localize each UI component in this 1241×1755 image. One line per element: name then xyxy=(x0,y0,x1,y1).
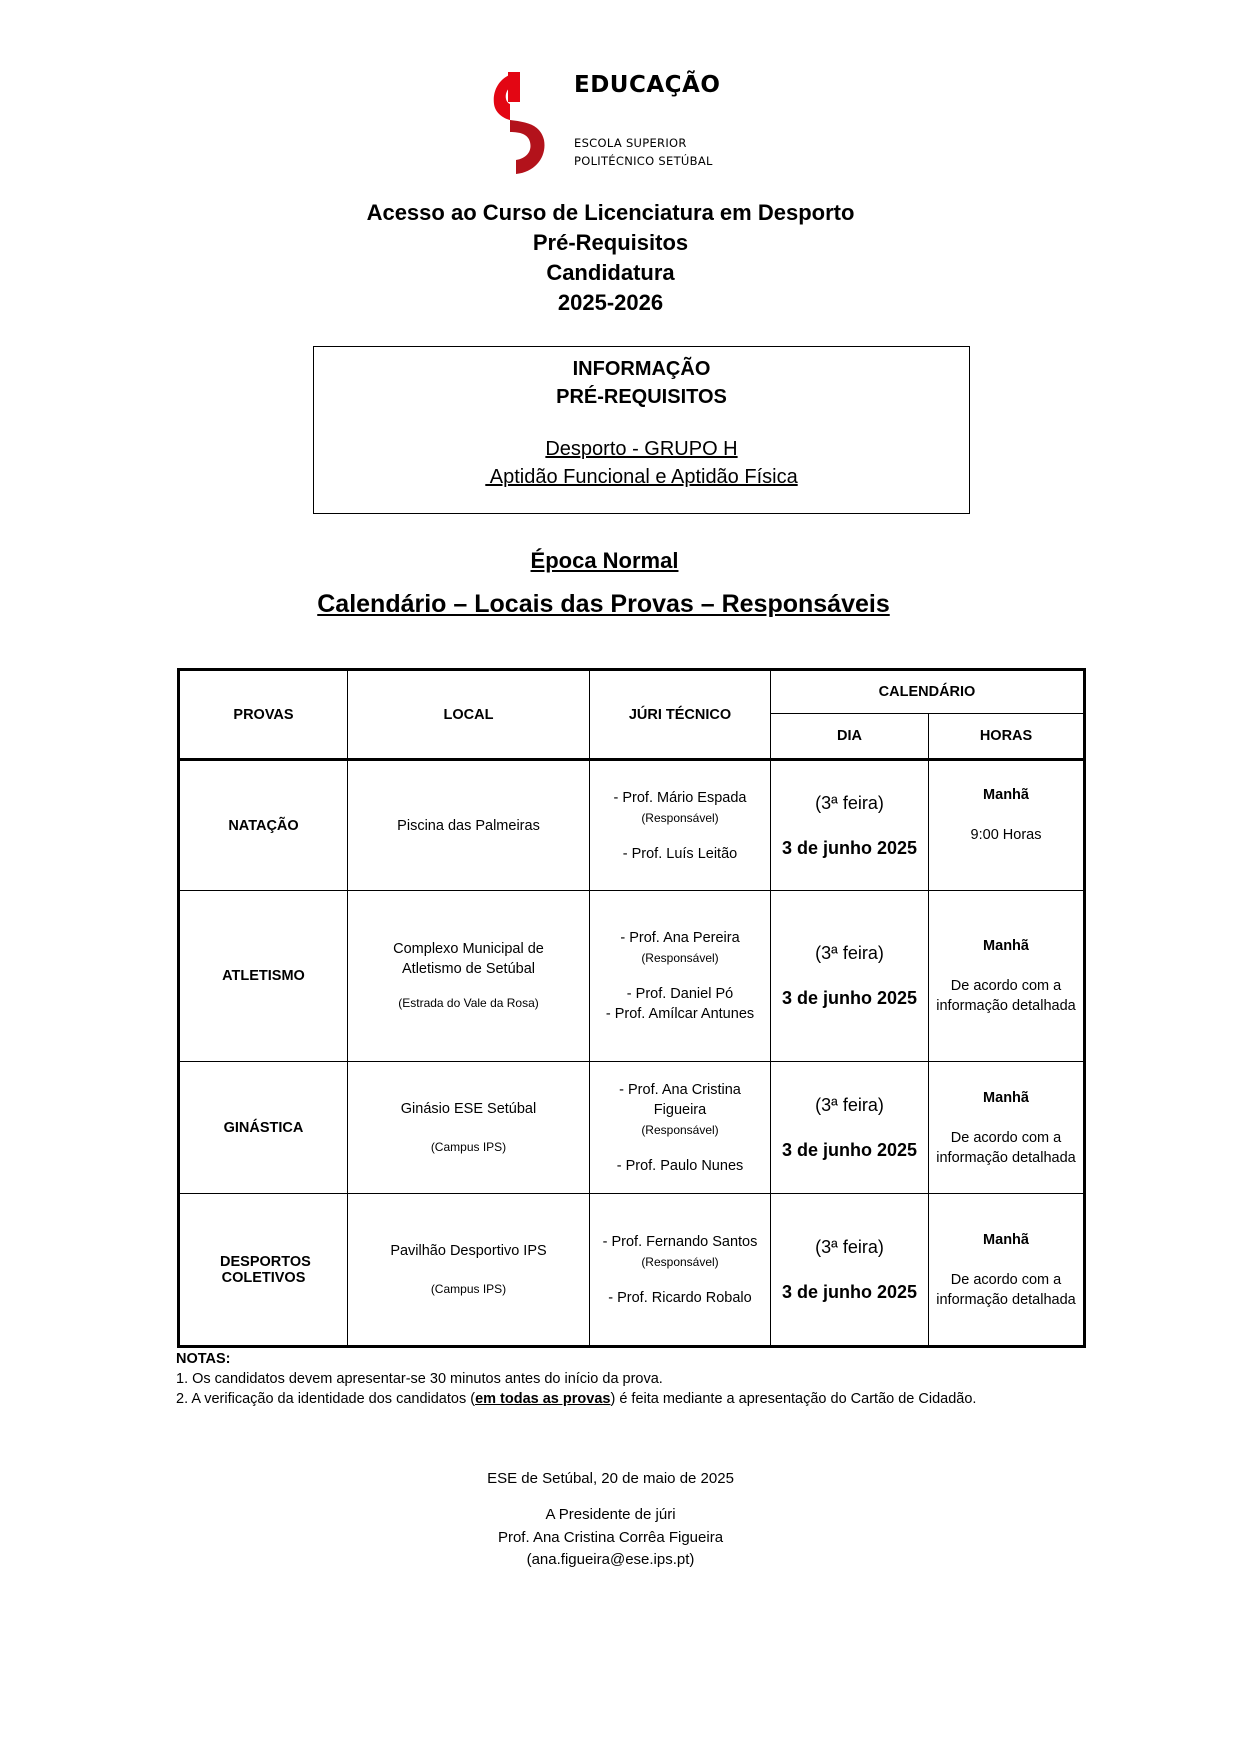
juri-main: - Prof. Ana Pereira xyxy=(620,930,740,946)
horas-cell xyxy=(929,760,1085,891)
institution-logo xyxy=(490,68,740,178)
footer-email: (ana.figueira@ese.ips.pt) xyxy=(526,1551,695,1568)
juri-cell xyxy=(590,1062,771,1194)
horas-text: 9:00 Horas xyxy=(970,827,1042,843)
info-title-2: PRÉ-REQUISITOS xyxy=(556,386,727,408)
footer-name: Prof. Ana Cristina Corrêa Figueira xyxy=(497,1529,724,1546)
juri-main: - Prof. Ana Cristina Figueira xyxy=(619,1081,741,1118)
juri-main: - Prof. Mário Espada xyxy=(613,789,747,806)
heading-line-4: 2025-2026 xyxy=(557,290,664,315)
juri-other-2: - Prof. Amílcar Antunes xyxy=(605,1006,755,1022)
local-note: (Campus IPS) xyxy=(430,1281,507,1296)
dia-date: 3 de junho 2025 xyxy=(781,1139,918,1160)
logo-line-1: ESCOLA SUPERIOR xyxy=(574,136,687,150)
periodo: Manhã xyxy=(983,1231,1029,1248)
horas-cell xyxy=(929,1062,1085,1194)
juri-main: - Prof. Fernando Santos xyxy=(602,1233,758,1250)
prova-cell: NATAÇÃO xyxy=(179,760,348,891)
juri-other: - Prof. Daniel Pó xyxy=(626,986,734,1002)
prova-cell: GINÁSTICA xyxy=(179,1062,348,1194)
horas-text: De acordo com a informação detalhada xyxy=(936,1271,1076,1308)
horas-cell xyxy=(929,1194,1085,1347)
horas-text: De acordo com a informação detalhada xyxy=(936,1129,1076,1166)
info-title-1: INFORMAÇÃO xyxy=(572,358,711,380)
table-row xyxy=(179,891,1085,1062)
table-row xyxy=(179,1194,1085,1347)
dia-weekday: (3ª feira) xyxy=(815,792,884,813)
periodo: Manhã xyxy=(983,938,1029,954)
heading-line-1: Acesso ao Curso de Licenciatura em Desporto xyxy=(366,200,855,225)
local-cell xyxy=(348,760,590,891)
dia-date: 3 de junho 2025 xyxy=(781,1281,918,1302)
heading-line-3: Candidatura xyxy=(546,260,675,285)
header-calendario: CALENDÁRIO xyxy=(771,670,1085,714)
logo-brand-text: EDUCAÇÃO xyxy=(574,72,721,98)
header-local: LOCAL xyxy=(348,670,590,760)
dia-cell xyxy=(771,760,929,891)
local-name: Pavilhão Desportivo IPS xyxy=(390,1242,547,1259)
juri-cell xyxy=(590,1194,771,1347)
logo-line-2: POLITÉCNICO SETÚBAL xyxy=(574,154,713,168)
local-cell xyxy=(348,1062,590,1194)
juri-resp: (Responsável) xyxy=(641,951,719,965)
dia-weekday: (3ª feira) xyxy=(815,943,884,963)
juri-cell xyxy=(590,891,771,1062)
info-box xyxy=(313,346,970,514)
local-name: Piscina das Palmeiras xyxy=(397,817,540,834)
local-name: Complexo Municipal de Atletismo de Setúbal xyxy=(393,941,544,977)
header-provas: PROVAS xyxy=(179,670,348,760)
schedule-table xyxy=(177,668,1086,1348)
info-group: Desporto - GRUPO H xyxy=(545,438,738,460)
local-name: Ginásio ESE Setúbal xyxy=(400,1100,537,1117)
note-2-suffix: ) é feita mediante a apresentação do Cartão de Cidadão. xyxy=(610,1391,977,1407)
juri-resp: (Responsável) xyxy=(641,1122,719,1137)
info-aptitude: Aptidão Funcional e Aptidão Física xyxy=(485,466,798,488)
header-dia: DIA xyxy=(771,714,929,760)
local-cell xyxy=(348,891,590,1062)
horas-text: De acordo com a informação detalhada xyxy=(936,978,1076,1014)
juri-resp: (Responsável) xyxy=(641,810,719,825)
notes-section xyxy=(176,1349,976,1409)
dia-date: 3 de junho 2025 xyxy=(781,988,918,1008)
juri-other: - Prof. Paulo Nunes xyxy=(616,1157,744,1174)
calendar-title: Calendário – Locais das Provas – Responsáveis xyxy=(317,590,890,618)
periodo: Manhã xyxy=(983,787,1029,803)
note-2-prefix: 2. A verificação da identidade dos candidatos ( xyxy=(176,1391,476,1407)
dia-weekday: (3ª feira) xyxy=(815,1094,884,1115)
footer-place-date: ESE de Setúbal, 20 de maio de 2025 xyxy=(487,1470,734,1487)
footer-role: A Presidente de júri xyxy=(545,1506,676,1523)
epoca-label: Época Normal xyxy=(530,548,679,573)
dia-weekday: (3ª feira) xyxy=(815,1236,884,1257)
dia-cell xyxy=(771,1194,929,1347)
prova-cell: ATLETISMO xyxy=(179,891,348,1062)
header-horas: HORAS xyxy=(929,714,1085,760)
juri-other: - Prof. Luís Leitão xyxy=(622,845,738,862)
heading-line-2: Pré-Requisitos xyxy=(532,230,689,255)
logo-mark-icon xyxy=(490,68,570,178)
local-cell xyxy=(348,1194,590,1347)
note-2 xyxy=(176,1389,976,1409)
periodo: Manhã xyxy=(983,1089,1029,1106)
juri-cell xyxy=(590,760,771,891)
note-1: 1. Os candidatos devem apresentar-se 30 minutos antes do início da prova. xyxy=(176,1371,663,1387)
header-juri: JÚRI TÉCNICO xyxy=(590,670,771,760)
local-note: (Estrada do Vale da Rosa) xyxy=(398,996,539,1010)
dia-date: 3 de junho 2025 xyxy=(781,837,918,858)
table-row xyxy=(179,760,1085,891)
dia-cell xyxy=(771,891,929,1062)
horas-cell xyxy=(929,891,1085,1062)
juri-resp: (Responsável) xyxy=(641,1254,719,1269)
dia-cell xyxy=(771,1062,929,1194)
juri-other: - Prof. Ricardo Robalo xyxy=(608,1289,752,1306)
prova-cell: DESPORTOS COLETIVOS xyxy=(179,1194,348,1347)
notes-title: NOTAS: xyxy=(176,1351,231,1367)
local-note: (Campus IPS) xyxy=(430,1139,507,1154)
table-row xyxy=(179,1062,1085,1194)
note-2-emphasis: em todas as provas xyxy=(475,1391,611,1407)
